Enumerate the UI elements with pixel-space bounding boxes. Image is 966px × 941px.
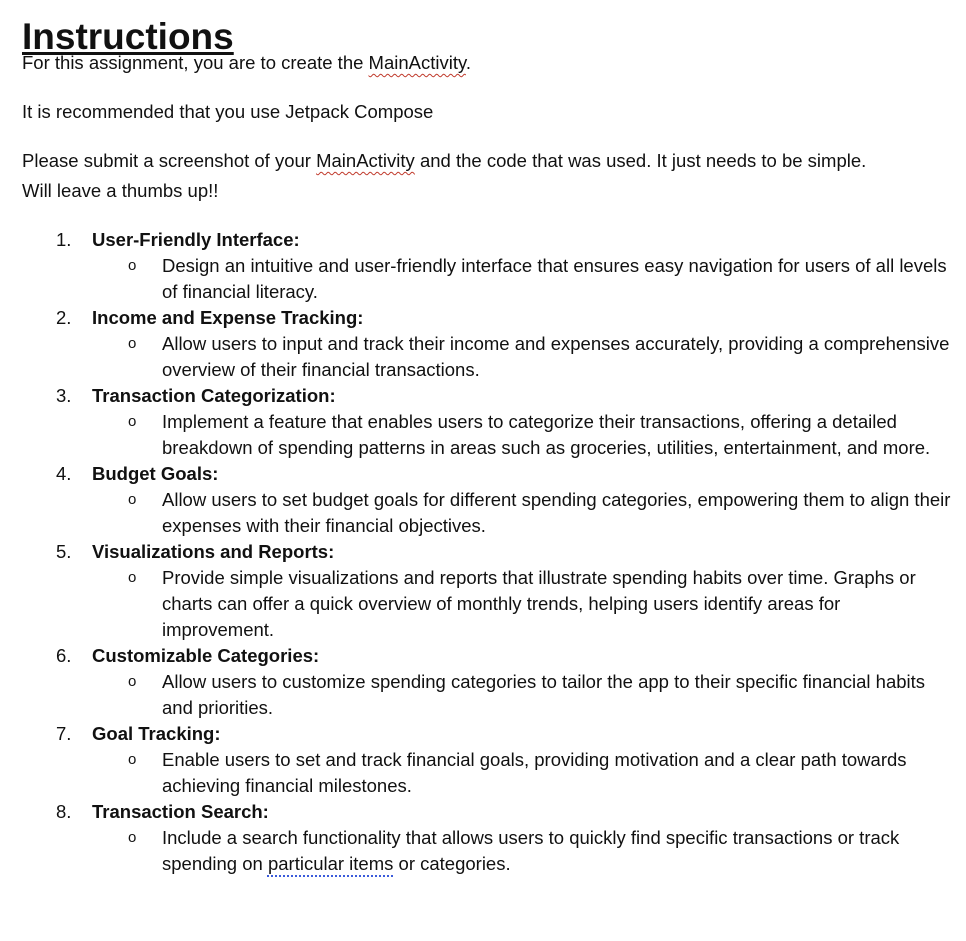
bullet-icon: o: [128, 335, 137, 352]
requirement-detail-text: Design an intuitive and user-friendly interface that ensures easy navigation for users of all levels of financial literacy.: [162, 255, 947, 302]
requirement-detail-list: [92, 487, 952, 539]
requirement-detail-text: Allow users to customize spending categories to tailor the app to their specific financial habits and priorities.: [162, 671, 926, 718]
bullet-icon: o: [128, 491, 137, 508]
instructions-heading: Instructions: [22, 16, 234, 57]
spellcheck-mainactivity: MainActivity: [368, 52, 466, 73]
intro-line-submit: [22, 148, 952, 174]
requirement-item: [22, 305, 952, 383]
requirement-number: 2.: [56, 307, 72, 328]
requirement-detail-text: Provide simple visualizations and reports that illustrate spending habits over time. Graphs or charts can offer a quick overview of monthly trends, helping users identify areas for improvement.: [162, 567, 916, 640]
spellcheck-mainactivity-2: MainActivity: [316, 150, 415, 171]
requirement-title: Transaction Search:: [92, 801, 269, 822]
intro-period: .: [465, 52, 472, 73]
requirement-detail-list: [92, 565, 952, 643]
submit-text: Please submit a screenshot of your: [22, 150, 317, 171]
intro-text: For this assignment, you are to create the: [22, 52, 369, 73]
bullet-icon: o: [128, 257, 137, 274]
bullet-icon: o: [128, 569, 137, 586]
requirement-title: Customizable Categories:: [92, 645, 320, 666]
document-page: [22, 16, 952, 877]
requirement-detail-text: Allow users to input and track their income and expenses accurately, providing a comprehensive overview of their financial transactions.: [162, 333, 950, 380]
requirement-item: [22, 227, 952, 305]
requirement-detail-text-end: or categories.: [393, 853, 511, 874]
intro-line-thumbs: Will leave a thumbs up!!: [22, 180, 219, 201]
requirement-item: [22, 721, 952, 799]
requirement-detail: [92, 409, 952, 461]
requirement-number: 1.: [56, 229, 72, 250]
requirement-detail-list: [92, 825, 952, 877]
requirement-number: 6.: [56, 645, 72, 666]
requirement-title: Income and Expense Tracking:: [92, 307, 364, 328]
requirement-detail: [92, 331, 952, 383]
requirement-detail: [92, 565, 952, 643]
requirement-detail-text: Include a search functionality that allows users to quickly find specific transactions or track spending on: [162, 827, 900, 874]
requirement-number: 5.: [56, 541, 72, 562]
intro-line-jetpack: It is recommended that you use Jetpack Compose: [22, 101, 434, 122]
requirement-item: [22, 383, 952, 461]
requirement-item: [22, 643, 952, 721]
requirement-number: 4.: [56, 463, 72, 484]
requirement-detail-list: [92, 253, 952, 305]
requirement-item: [22, 461, 952, 539]
requirements-list: [22, 227, 952, 877]
requirement-number: 3.: [56, 385, 72, 406]
requirement-detail-text: Allow users to set budget goals for different spending categories, empowering them to align their expenses with their financial objectives.: [162, 489, 951, 536]
requirement-detail: [92, 747, 952, 799]
requirement-title: Budget Goals:: [92, 463, 219, 484]
requirement-detail: [92, 253, 952, 305]
requirement-title: User-Friendly Interface:: [92, 229, 300, 250]
grammar-mark-particular-items: particular items: [267, 853, 394, 874]
requirement-number: 7.: [56, 723, 72, 744]
submit-text-end: and the code that was used. It just needs to be simple.: [414, 150, 867, 171]
bullet-icon: o: [128, 829, 137, 846]
requirement-detail: [92, 487, 952, 539]
requirement-detail-text: Enable users to set and track financial goals, providing motivation and a clear path towards achieving financial milestones.: [162, 749, 907, 796]
requirement-detail-list: [92, 747, 952, 799]
requirement-item: [22, 799, 952, 877]
requirement-detail-list: [92, 409, 952, 461]
requirement-item: [22, 539, 952, 643]
requirement-title: Transaction Categorization:: [92, 385, 336, 406]
bullet-icon: o: [128, 751, 137, 768]
requirement-detail-text: Implement a feature that enables users to categorize their transactions, offering a detailed breakdown of spending patterns in areas such as groceries, utilities, entertainment, and more.: [162, 411, 931, 458]
requirement-detail-list: [92, 669, 952, 721]
requirement-detail: [92, 825, 952, 877]
requirement-detail: [92, 669, 952, 721]
requirement-title: Goal Tracking:: [92, 723, 221, 744]
requirement-detail-list: [92, 331, 952, 383]
bullet-icon: o: [128, 413, 137, 430]
requirement-title: Visualizations and Reports:: [92, 541, 335, 562]
requirement-number: 8.: [56, 801, 72, 822]
intro-line-assignment: [22, 50, 952, 76]
bullet-icon: o: [128, 673, 137, 690]
